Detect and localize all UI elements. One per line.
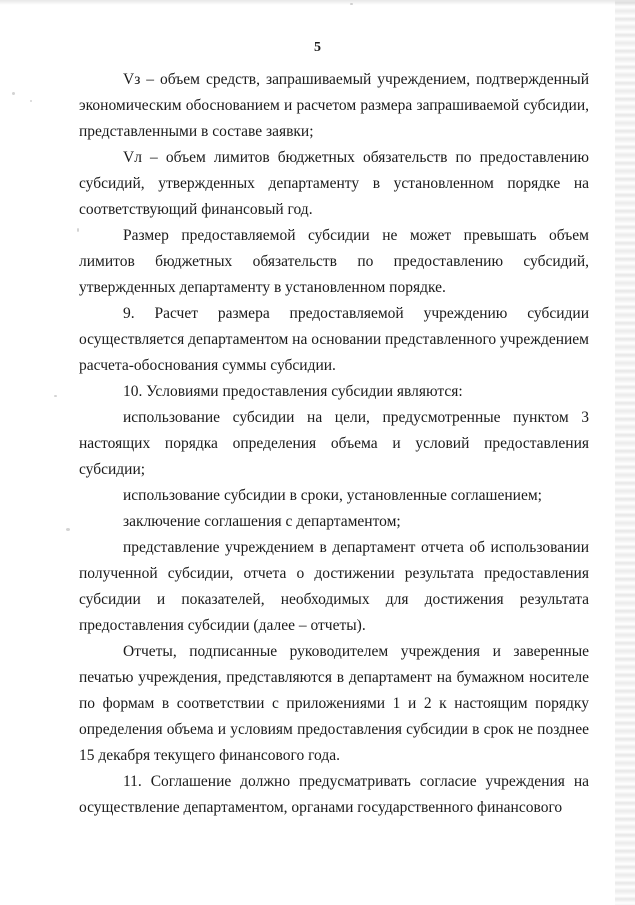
scan-speck bbox=[30, 100, 32, 102]
paragraph-item-9: 9. Расчет размера предоставляемой учреждению субсидии осуществляется департаментом на основании представленного учреждением расчета-обоснования суммы субсидии. bbox=[79, 305, 589, 374]
paragraph-reports-submission: Отчеты, подписанные руководителем учреждения и заверенные печатью учреждения, представляются в департамент на бумажном носителе по формам в соответствии с приложениями 1 и 2 к настоящим порядку определения объема и условиям предоставления субсидии в срок не позднее 15 декабря текущего финансового года. bbox=[79, 643, 589, 764]
scan-right-edge bbox=[615, 0, 635, 905]
paragraph-subsidy-limit: Размер предоставляемой субсидии не может превышать объем лимитов бюджетных обязательств по предоставлению субсидий, утвержденных департаменту в установленном порядке. bbox=[79, 227, 589, 296]
paragraph-condition-terms: использование субсидии в сроки, установленные соглашением; bbox=[123, 487, 542, 504]
scan-speck bbox=[54, 395, 57, 397]
paragraph-vz-definition: Vз – объем средств, запрашиваемый учреждением, подтвержденный экономическим обоснованием и расчетом размера запрашиваемой субсидии, представленными в составе заявки; bbox=[79, 71, 589, 140]
page-number: 5 bbox=[314, 40, 321, 55]
scan-speck bbox=[66, 528, 70, 531]
scan-top-edge bbox=[0, 0, 635, 5]
paragraph-item-11: 11. Соглашение должно предусматривать согласие учреждения на осуществление департаментом, органами государственного финансового bbox=[79, 773, 589, 816]
paragraph-condition-reports: представление учреждением в департамент отчета об использовании полученной субсидии, отчета о достижении результата предоставления субсидии и показателей, необходимых для достижения результата предоставления субсидии (далее – отчеты). bbox=[79, 539, 589, 634]
paragraph-item-10: 10. Условиями предоставления субсидии являются: bbox=[123, 383, 463, 400]
paragraph-condition-agreement: заключение соглашения с департаментом; bbox=[123, 513, 401, 530]
paragraph-vl-definition: Vл – объем лимитов бюджетных обязательств по предоставлению субсидий, утвержденных департаменту в установленном порядке на соответствующий финансовый год. bbox=[79, 149, 589, 218]
scan-speck bbox=[12, 92, 15, 95]
document-body bbox=[79, 67, 589, 821]
scan-speck bbox=[350, 3, 353, 5]
paragraph-condition-purpose: использование субсидии на цели, предусмотренные пунктом 3 настоящих порядка определения объема и условий предоставления субсидии; bbox=[79, 409, 589, 478]
